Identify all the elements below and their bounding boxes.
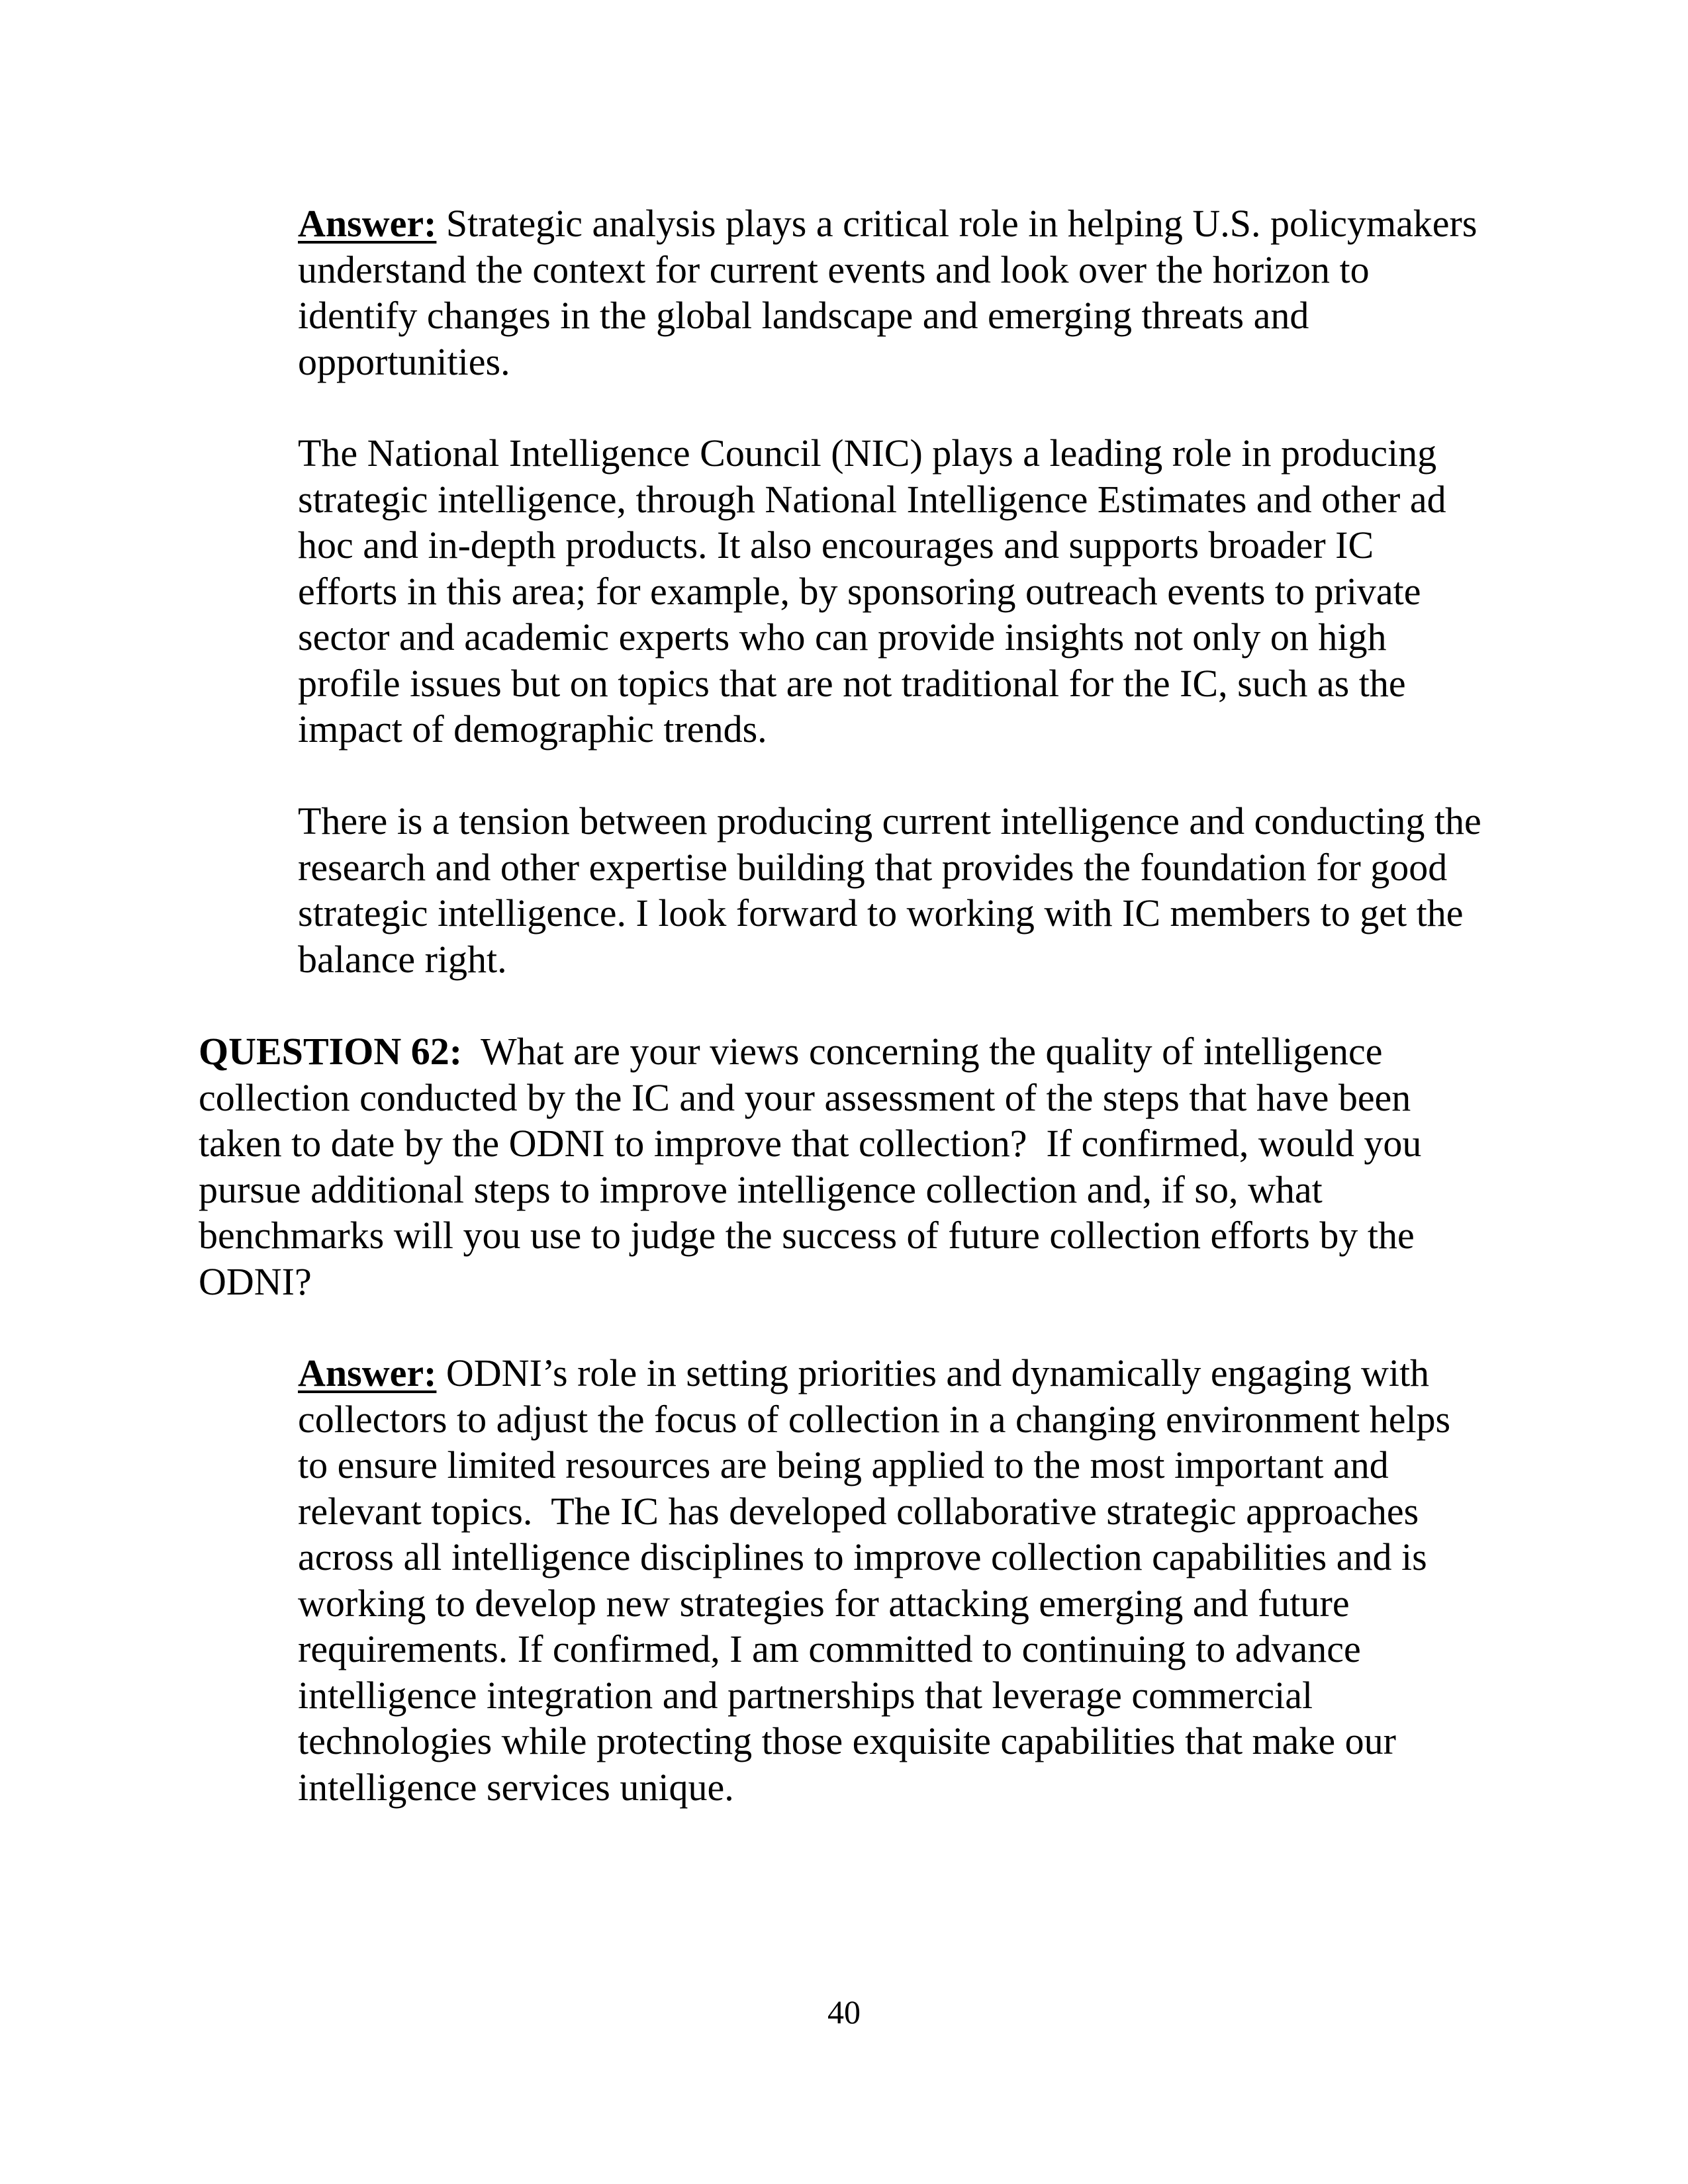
question-62: [199, 1028, 1421, 1304]
text-line: impact of demographic trends.: [298, 707, 767, 751]
text-line: working to develop new strategies for attacking emerging and future: [298, 1581, 1350, 1625]
text-line: collectors to adjust the focus of collection in a changing environment helps: [298, 1397, 1451, 1441]
answer-label: Answer:: [298, 1351, 437, 1394]
text-line: across all intelligence disciplines to improve collection capabilities and is: [298, 1535, 1427, 1578]
text-line: QUESTION 62: What are your views concerning the quality of intelligence: [199, 1030, 1383, 1073]
text-line: collection conducted by the IC and your assessment of the steps that have been: [199, 1075, 1411, 1119]
text-line: pursue additional steps to improve intelligence collection and, if so, what: [199, 1167, 1323, 1211]
text-line: There is a tension between producing current intelligence and conducting the: [298, 799, 1481, 842]
text-line: relevant topics. The IC has developed collaborative strategic approaches: [298, 1489, 1419, 1533]
text-line: taken to date by the ODNI to improve that collection? If confirmed, would you: [199, 1122, 1422, 1165]
text-line: ODNI?: [199, 1259, 312, 1303]
text-line: The National Intelligence Council (NIC) plays a leading role in producing: [298, 432, 1437, 475]
text-line: benchmarks will you use to judge the success of future collection efforts by the: [199, 1214, 1415, 1257]
page-number: 40: [827, 1993, 861, 2030]
question-label: QUESTION 62:: [199, 1030, 463, 1073]
text-line: hoc and in-depth products. It also encourages and supports broader IC: [298, 523, 1374, 567]
answer-1-paragraph-3: [298, 798, 1481, 982]
answer-1-paragraph-2: [298, 430, 1446, 752]
text-line: research and other expertise building that provides the foundation for good: [298, 845, 1448, 889]
text-line: sector and academic experts who can provide insights not only on high: [298, 615, 1387, 659]
text-line: opportunities.: [298, 340, 510, 383]
text-line: strategic intelligence. I look forward to working with IC members to get the: [298, 891, 1464, 934]
answer-label: Answer:: [298, 202, 437, 245]
text-line: efforts in this area; for example, by sponsoring outreach events to private: [298, 569, 1421, 613]
text-line: profile issues but on topics that are not traditional for the IC, such as the: [298, 661, 1406, 705]
text-line: Answer: Strategic analysis plays a critical role in helping U.S. policymakers: [298, 202, 1477, 245]
text-line: requirements. If confirmed, I am committed to continuing to advance: [298, 1627, 1361, 1670]
text-line: balance right.: [298, 937, 507, 981]
text-line: strategic intelligence, through National Intelligence Estimates and other ad: [298, 477, 1446, 521]
answer-1-paragraph-1: [298, 201, 1477, 385]
text-line: intelligence integration and partnerships that leverage commercial: [298, 1673, 1313, 1717]
text-line: to ensure limited resources are being applied to the most important and: [298, 1443, 1389, 1486]
text-line: intelligence services unique.: [298, 1765, 734, 1809]
text-line: identify changes in the global landscape and emerging threats and: [298, 294, 1309, 337]
text-line: understand the context for current events and look over the horizon to: [298, 248, 1370, 291]
text-line: technologies while protecting those exquisite capabilities that make our: [298, 1719, 1396, 1762]
answer-2: [298, 1350, 1450, 1810]
text-line: Answer: ODNI’s role in setting priorities and dynamically engaging with: [298, 1351, 1430, 1394]
